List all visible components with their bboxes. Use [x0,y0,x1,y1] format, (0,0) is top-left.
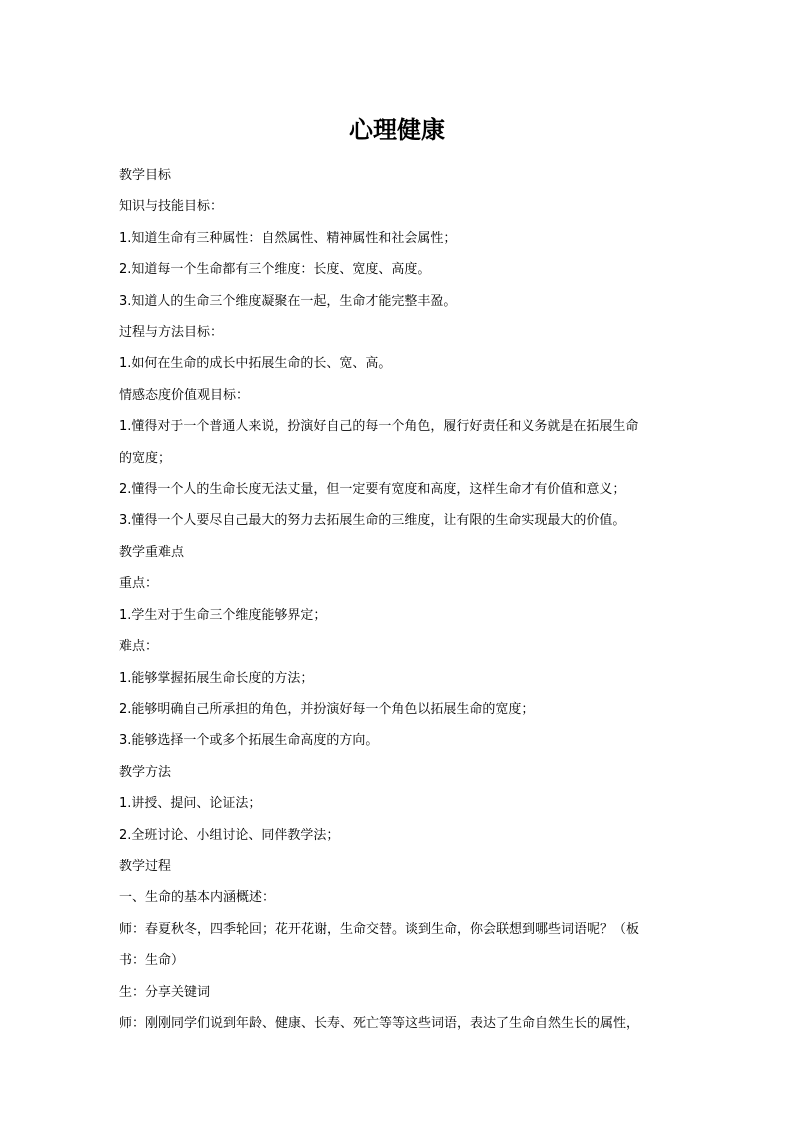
list-item: 3.懂得一个人要尽自己最大的努力去拓展生命的三维度，让有限的生命实现最大的价值。 [119,513,626,529]
list-item-continued: 的宽度； [119,450,172,466]
section-heading: 教学目标 [119,168,172,183]
section-heading: 教学过程 [119,858,172,874]
section-heading: 教学重难点 [119,544,185,560]
subsection-heading: 重点： [119,576,159,592]
list-item: 2.知道每一个生命都有三个维度：长度、宽度、高度。 [119,262,431,278]
subsection-heading: 过程与方法目标： [119,325,224,341]
page-title: 心理健康 [349,116,445,144]
list-item: 2.全班讨论、小组讨论、同伴教学法； [119,827,340,843]
subsection-heading: 一、生命的基本内涵概述： [119,890,276,906]
subsection-heading: 情感态度价值观目标： [119,387,250,403]
list-item: 1.知道生命有三种属性：自然属性、精神属性和社会属性； [119,230,457,246]
list-item: 2.懂得一个人的生命长度无法丈量，但一定要有宽度和高度，这样生命才有价值和意义； [119,482,626,498]
list-item: 1.如何在生命的成长中拓展生命的长、宽、高。 [119,356,392,372]
list-item: 1.学生对于生命三个维度能够界定； [119,607,327,623]
paragraph-line: 师：春夏秋冬，四季轮回；花开花谢，生命交替。谈到生命，你会联想到哪些词语呢？（板 [119,921,640,937]
paragraph-line: 生：分享关键词 [119,984,211,1000]
subsection-heading: 知识与技能目标： [119,199,224,215]
list-item: 1.能够掌握拓展生命长度的方法； [119,670,314,686]
list-item: 3.知道人的生命三个维度凝聚在一起，生命才能完整丰盈。 [119,293,457,309]
section-heading: 教学方法 [119,764,172,780]
document-body [119,160,679,1039]
list-item: 1.讲授、提问、论证法； [119,796,262,812]
list-item: 2.能够明确自己所承担的角色，并扮演好每一个角色以拓展生命的宽度； [119,701,535,717]
paragraph-line: 师：刚刚同学们说到年龄、健康、长寿、死亡等等这些词语，表达了生命自然生长的属性， [119,1015,640,1031]
list-item: 3.能够选择一个或多个拓展生命高度的方向。 [119,733,379,749]
paragraph-line: 书：生命） [119,953,185,969]
subsection-heading: 难点： [119,639,159,655]
list-item: 1.懂得对于一个普通人来说，扮演好自己的每一个角色，履行好责任和义务就是在拓展生命 [119,419,639,435]
